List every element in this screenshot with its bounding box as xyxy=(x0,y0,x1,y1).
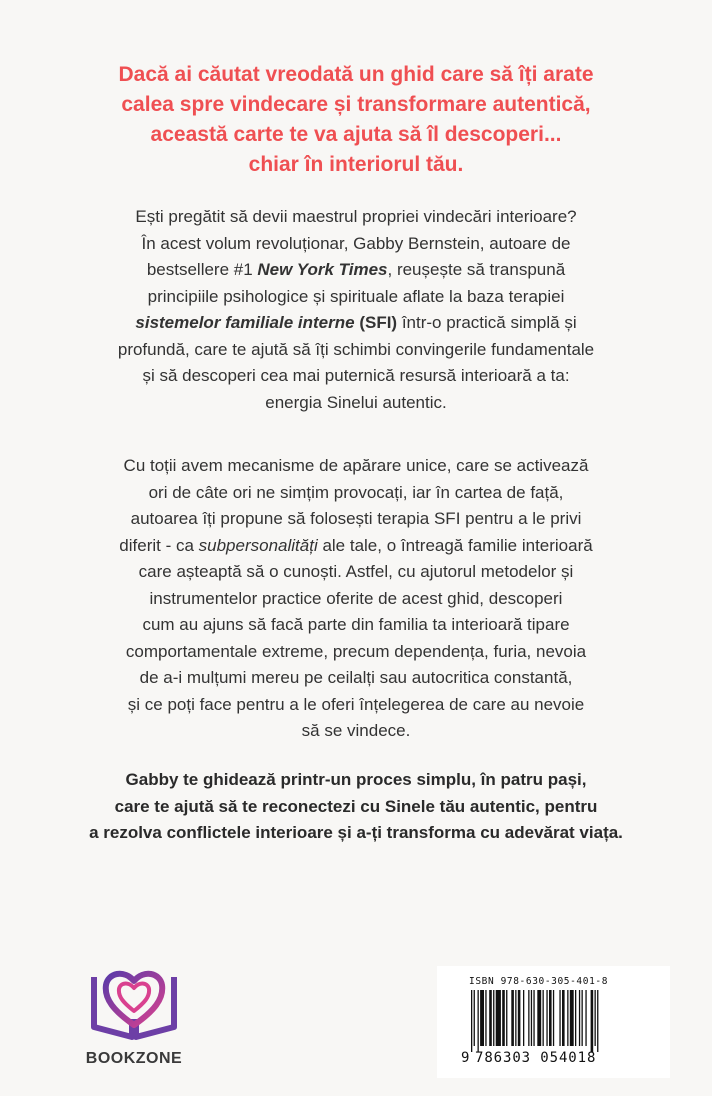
barcode-bar xyxy=(523,990,524,1046)
barcode-bar xyxy=(567,990,568,1046)
barcode-bar xyxy=(502,990,505,1046)
barcode-bar xyxy=(562,990,565,1046)
barcode-bar xyxy=(591,990,594,1052)
barcode-bar xyxy=(528,990,529,1046)
text-line xyxy=(40,257,672,284)
barcode-bar xyxy=(559,990,560,1046)
text-line xyxy=(40,310,672,337)
barcode-bar xyxy=(511,990,514,1046)
text-line: care așteaptă să o cunoști. Astfel, cu ajutorul metodelor și xyxy=(138,562,574,581)
headline-line: această carte te va ajuta să îl descoperi... xyxy=(150,123,562,146)
barcode-bar xyxy=(582,990,583,1046)
headline-line: calea spre vindecare și transformare autentică, xyxy=(121,93,591,116)
headline-line: chiar în interiorul tău. xyxy=(248,153,464,176)
text-line: profundă, care te ajută să îți schimbi convingerile fundamentale xyxy=(117,339,595,359)
description-paragraph-2 xyxy=(40,453,672,745)
text-line: ori de câte ori ne simțim provocați, iar în cartea de față, xyxy=(148,482,564,502)
text-line xyxy=(40,533,672,560)
headline-line: Dacă ai căutat vreodată un ghid care să îți arate xyxy=(118,63,594,86)
text-line: principiile psihologice și spirituale aflate la baza terapiei xyxy=(147,286,565,306)
description-paragraph-1 xyxy=(40,204,672,416)
barcode-bar xyxy=(546,990,547,1046)
text-line: Gabby te ghidează printr-un proces simplu, în patru pași, xyxy=(125,770,587,789)
text-line: instrumentelor practice oferite de acest ghid, descoperi xyxy=(149,588,563,608)
emphasis-term: subpersonalități xyxy=(198,535,318,555)
text-line: comportamentale extreme, precum dependența, furia, nevoia xyxy=(125,641,587,661)
text-fragment: diferit - ca xyxy=(119,535,199,555)
barcode-bar xyxy=(531,990,532,1046)
text-line: să se vindece. xyxy=(301,721,411,740)
barcode-bar xyxy=(474,990,475,1046)
barcode-bar xyxy=(585,990,586,1046)
barcode-bar xyxy=(575,990,576,1046)
barcode-bar xyxy=(537,990,541,1046)
barcode-bar xyxy=(489,990,492,1046)
text-line: care te ajută să te reconectezi cu Sinele tău autentic, pentru xyxy=(114,796,598,816)
text-line: de a-i mulțumi mereu pe ceilalți sau autocritica constantă, xyxy=(139,668,573,687)
text-line: Ești pregătit să devii maestrul propriei vindecări interioare? xyxy=(135,207,577,226)
barcode-bar xyxy=(533,990,534,1046)
heart-book-icon xyxy=(84,955,184,1045)
barcode-bar xyxy=(549,990,552,1046)
barcode-bar xyxy=(471,990,472,1052)
newspaper-name: New York Times xyxy=(257,260,388,279)
barcode-bar xyxy=(478,990,479,1052)
barcode-bars xyxy=(471,990,643,1052)
barcode-bar xyxy=(515,990,516,1046)
text-fragment: , reușește să transpună xyxy=(387,260,566,279)
isbn-label: ISBN 978-630-305-401-8 xyxy=(469,976,609,987)
publisher-name: BOOKZONE xyxy=(85,1050,183,1067)
text-line: În acest volum revoluționar, Gabby Bernstein, autoare de xyxy=(141,233,571,253)
therapy-name: sistemelor familiale interne xyxy=(135,313,355,332)
therapy-abbreviation: (SFI) xyxy=(354,313,398,332)
text-line: și ce poți face pentru a le oferi înțelegerea de care au nevoie xyxy=(127,694,585,714)
barcode-bar xyxy=(595,990,596,1046)
barcode-bar xyxy=(553,990,554,1046)
barcode-bar xyxy=(485,990,486,1046)
barcode-first-digit: 9 xyxy=(461,1050,470,1066)
text-fragment: bestsellere #1 xyxy=(146,260,258,279)
text-line: a rezolva conflictele interioare și a-ți transforma cu adevărat viața. xyxy=(89,823,623,842)
text-line: energia Sinelui autentic. xyxy=(265,392,447,412)
barcode-digits: 786303 054018 xyxy=(475,1050,597,1066)
barcode-bar xyxy=(597,990,598,1052)
summary-paragraph xyxy=(40,767,672,847)
text-fragment: într-o practică simplă și xyxy=(397,313,577,332)
barcode-bar xyxy=(493,990,494,1046)
publisher-logo xyxy=(70,955,198,1075)
barcode xyxy=(437,966,670,1078)
text-line: cum au ajuns să facă parte din familia ta interioară tipare xyxy=(142,615,570,634)
barcode-bar xyxy=(480,990,484,1046)
barcode-bar xyxy=(570,990,574,1046)
barcode-bar xyxy=(506,990,507,1046)
barcode-bar xyxy=(579,990,580,1046)
headline xyxy=(40,60,672,180)
barcode-bar xyxy=(496,990,501,1046)
barcode-bar xyxy=(518,990,521,1046)
text-fragment: ale tale, o întreagă familie interioară xyxy=(317,535,593,555)
barcode-bar xyxy=(543,990,544,1046)
text-line: Cu toții avem mecanisme de apărare unice, care se activează xyxy=(123,456,589,475)
text-line: și să descoperi cea mai puternică resursă interioară a ta: xyxy=(142,366,570,385)
text-line: autoarea îți propune să folosești terapia SFI pentru a le privi xyxy=(130,509,582,528)
